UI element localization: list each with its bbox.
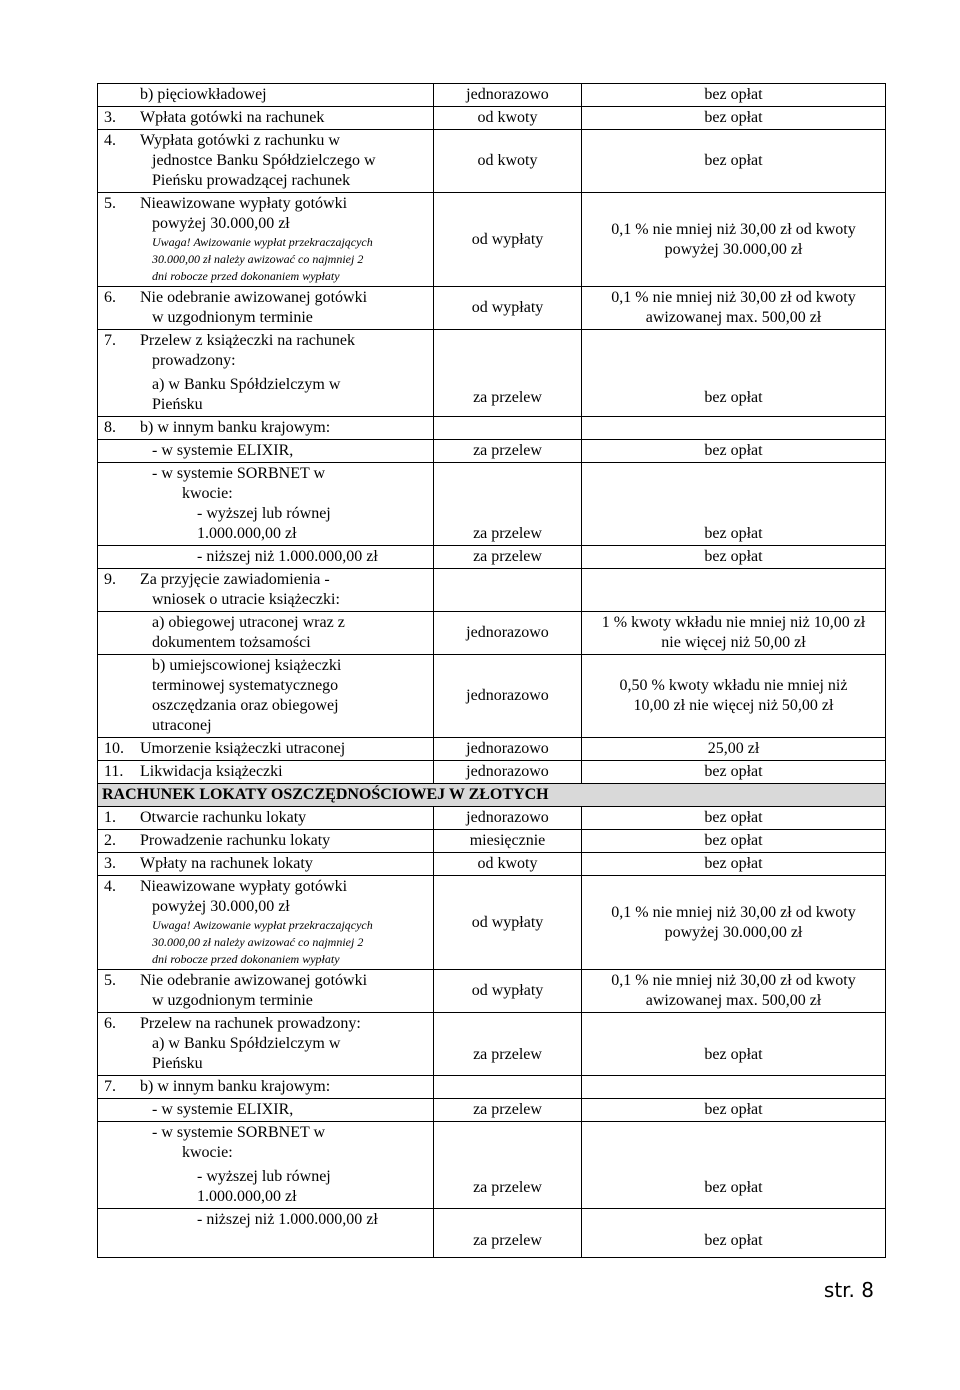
- table-row: [98, 193, 886, 287]
- row-mode: miesięcznie: [434, 830, 582, 853]
- row-fee: 0,1 % nie mniej niż 30,00 zł od kwoty powyżej 30.000,00 zł: [582, 876, 886, 970]
- table-row: - niższej niż 1.000.000,00 zł za przelew bez opłat: [98, 1209, 886, 1258]
- table-row: [98, 287, 886, 330]
- table-row: [98, 130, 886, 193]
- row-fee: 25,00 zł: [582, 738, 886, 761]
- row-fee: bez opłat: [582, 84, 886, 107]
- table-row: b) umiejscowionej książeczki terminowej systematycznego oszczędzania oraz obiegowej utraconej jednorazowo 0,50 % kwoty wkładu nie mniej niż 10,00 zł nie więcej niż 50,00 zł: [98, 655, 886, 738]
- table-row: [98, 1076, 886, 1099]
- row-fee: bez opłat: [582, 330, 886, 417]
- table-row: - w systemie SORBNET w kwocie: - wyższej lub równej 1.000.000,00 zł za przelew bez opłat: [98, 463, 886, 546]
- row-description: 5. Nieawizowane wypłaty gotówki powyżej 30.000,00 zł Uwaga! Awizowanie wypłat przekraczających 30.000,00 zł należy awizować co najmniej 2 dni robocze przed dokonaniem wypłaty: [98, 193, 434, 287]
- table-row: [98, 807, 886, 830]
- row-fee: 0,50 % kwoty wkładu nie mniej niż 10,00 zł nie więcej niż 50,00 zł: [582, 655, 886, 738]
- note-text: Uwaga! Awizowanie wypłat przekraczających: [152, 235, 373, 249]
- table-row: [98, 417, 886, 440]
- table-row: [98, 569, 886, 612]
- note-text: Uwaga! Awizowanie wypłat przekraczających: [152, 918, 373, 932]
- row-description: 3. Wpłaty na rachunek lokaty: [98, 853, 434, 876]
- row-description: 4. Nieawizowane wypłaty gotówki powyżej 30.000,00 zł Uwaga! Awizowanie wypłat przekraczających 30.000,00 zł należy awizować co najmniej 2 dni robocze przed dokonaniem wypłaty: [98, 876, 434, 970]
- table-row: [98, 761, 886, 784]
- table-row: [98, 330, 886, 417]
- row-mode: od kwoty: [434, 107, 582, 130]
- row-description: 11. Likwidacja książeczki: [98, 761, 434, 784]
- row-fee: 0,1 % nie mniej niż 30,00 zł od kwoty awizowanej max. 500,00 zł: [582, 287, 886, 330]
- row-fee: bez opłat: [582, 546, 886, 569]
- row-mode: od kwoty: [434, 853, 582, 876]
- row-description: 2. Prowadzenie rachunku lokaty: [98, 830, 434, 853]
- row-fee: 1 % kwoty wkładu nie mniej niż 10,00 zł nie więcej niż 50,00 zł: [582, 612, 886, 655]
- row-description: b) pięciowkładowej: [98, 84, 434, 107]
- page-number: str. 8: [823, 1278, 874, 1302]
- row-mode: za przelew: [434, 1209, 582, 1258]
- row-mode: jednorazowo: [434, 84, 582, 107]
- row-fee: bez opłat: [582, 830, 886, 853]
- row-description: 1. Otwarcie rachunku lokaty: [98, 807, 434, 830]
- row-fee: bez opłat: [582, 853, 886, 876]
- row-mode: od wypłaty: [434, 193, 582, 287]
- section-header: [98, 784, 886, 807]
- section-title: RACHUNEK LOKATY OSZCZĘDNOŚCIOWEJ W ZŁOTYCH: [98, 784, 886, 807]
- row-description: 7. Przelew z książeczki na rachunek prowadzony: a) w Banku Spółdzielczym w Pieńsku: [98, 330, 434, 417]
- table-row: [98, 876, 886, 970]
- row-fee: bez opłat: [582, 107, 886, 130]
- row-fee: bez opłat: [582, 1122, 886, 1209]
- table-row: - w systemie ELIXIR, za przelew bez opłat: [98, 440, 886, 463]
- row-description: 10. Umorzenie książeczki utraconej: [98, 738, 434, 761]
- row-mode: od wypłaty: [434, 876, 582, 970]
- row-mode: jednorazowo: [434, 761, 582, 784]
- row-mode: jednorazowo: [434, 612, 582, 655]
- row-fee: bez opłat: [582, 463, 886, 546]
- row-mode: za przelew: [434, 1099, 582, 1122]
- table-row: - w systemie ELIXIR, za przelew bez opłat: [98, 1099, 886, 1122]
- row-mode: jednorazowo: [434, 807, 582, 830]
- table-row: [98, 853, 886, 876]
- row-description: 6. Nie odebranie awizowanej gotówki w uzgodnionym terminie: [98, 287, 434, 330]
- row-fee: bez opłat: [582, 761, 886, 784]
- row-mode: jednorazowo: [434, 655, 582, 738]
- row-fee: bez opłat: [582, 807, 886, 830]
- row-fee: bez opłat: [582, 130, 886, 193]
- row-mode: od wypłaty: [434, 970, 582, 1013]
- row-fee: 0,1 % nie mniej niż 30,00 zł od kwoty powyżej 30.000,00 zł: [582, 193, 886, 287]
- row-mode: za przelew: [434, 440, 582, 463]
- row-mode: za przelew: [434, 1013, 582, 1076]
- row-fee: bez opłat: [582, 1013, 886, 1076]
- table-row: [98, 1013, 886, 1076]
- table-row: [98, 970, 886, 1013]
- row-mode: za przelew: [434, 546, 582, 569]
- row-description: 4. Wypłata gotówki z rachunku w jednostce Banku Spółdzielczego w Pieńsku prowadzącej rachunek: [98, 130, 434, 193]
- row-mode: za przelew: [434, 330, 582, 417]
- row-description: 9. Za przyjęcie zawiadomienia - wniosek o utracie książeczki:: [98, 569, 434, 612]
- row-mode: od wypłaty: [434, 287, 582, 330]
- row-description: 5. Nie odebranie awizowanej gotówki w uzgodnionym terminie: [98, 970, 434, 1013]
- row-fee: bez opłat: [582, 1099, 886, 1122]
- row-description: 3. Wpłata gotówki na rachunek: [98, 107, 434, 130]
- row-description: 8. b) w innym banku krajowym:: [98, 417, 434, 440]
- row-mode: za przelew: [434, 463, 582, 546]
- table-row: [98, 84, 886, 107]
- fee-table: [97, 83, 886, 1258]
- table-row: - w systemie SORBNET w kwocie: - wyższej lub równej 1.000.000,00 zł za przelew bez opłat: [98, 1122, 886, 1209]
- row-mode: od kwoty: [434, 130, 582, 193]
- row-fee: bez opłat: [582, 440, 886, 463]
- table-row: [98, 830, 886, 853]
- table-row: [98, 107, 886, 130]
- row-mode: jednorazowo: [434, 738, 582, 761]
- row-description: 7. b) w innym banku krajowym:: [98, 1076, 434, 1099]
- row-mode: za przelew: [434, 1122, 582, 1209]
- table-row: - niższej niż 1.000.000,00 zł za przelew bez opłat: [98, 546, 886, 569]
- row-fee: 0,1 % nie mniej niż 30,00 zł od kwoty awizowanej max. 500,00 zł: [582, 970, 886, 1013]
- table-row: a) obiegowej utraconej wraz z dokumentem tożsamości jednorazowo 1 % kwoty wkładu nie mniej niż 10,00 zł nie więcej niż 50,00 zł: [98, 612, 886, 655]
- row-fee: bez opłat: [582, 1209, 886, 1258]
- table-row: [98, 738, 886, 761]
- row-description: 6. Przelew na rachunek prowadzony: a) w Banku Spółdzielczym w Pieńsku: [98, 1013, 434, 1076]
